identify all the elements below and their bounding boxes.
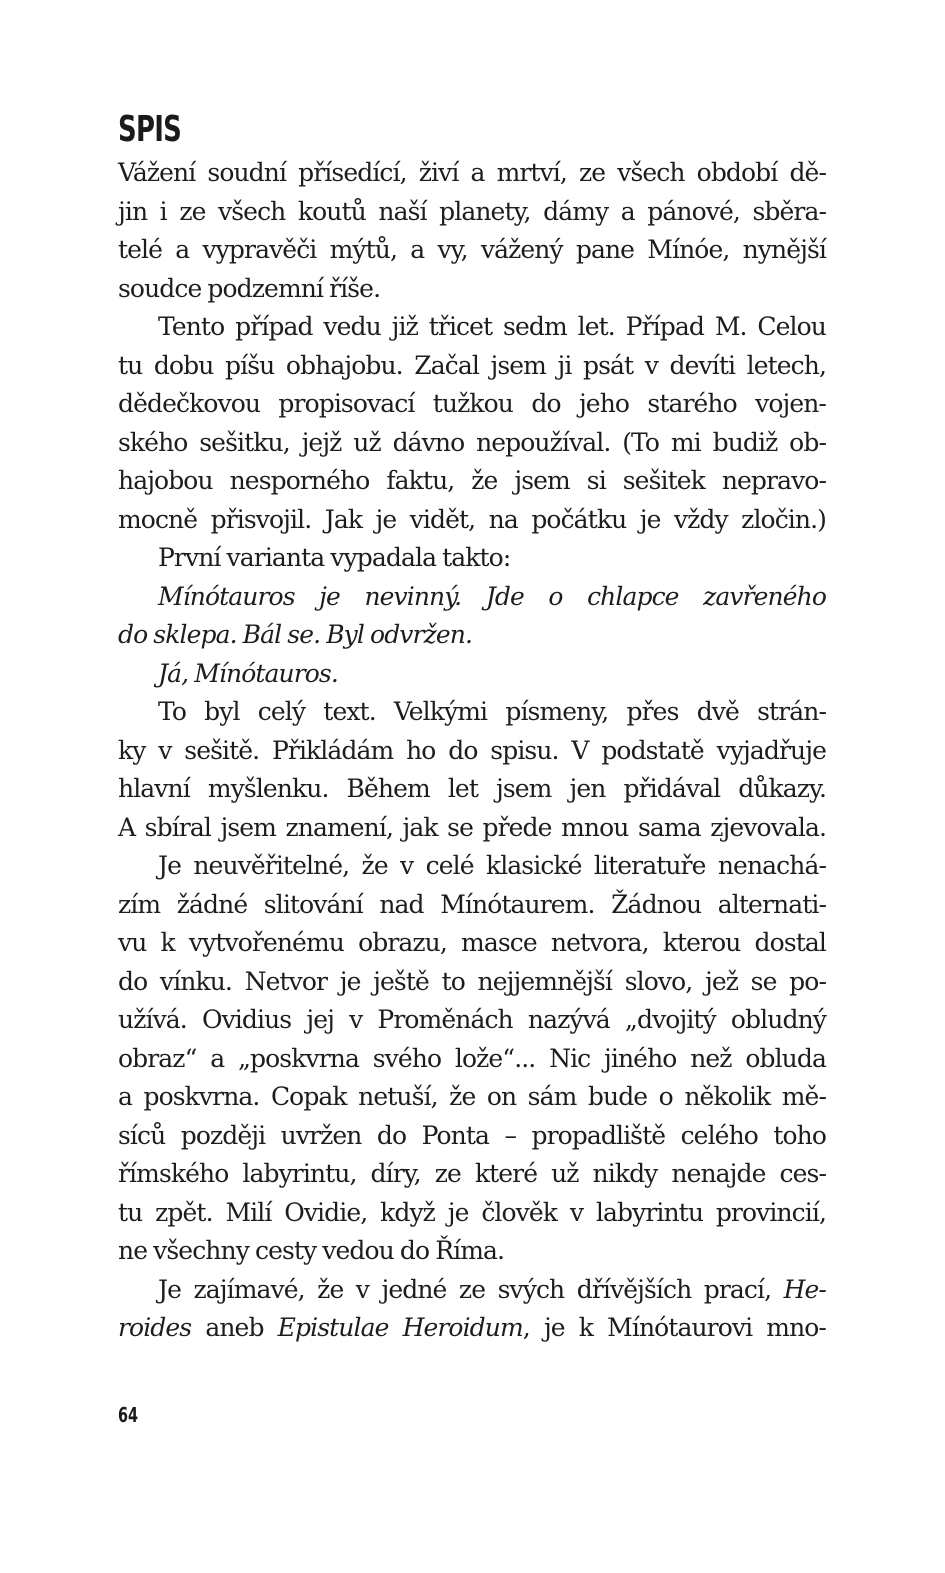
text-line: vu k vytvořenému obrazu, masce netvora, kterou dostal <box>118 928 826 957</box>
italic-title: roides <box>118 1313 192 1342</box>
text-line: hlavní myšlenku. Během let jsem jen přidával důkazy. <box>118 774 826 803</box>
text-line: Já, Mínótauros. <box>158 658 338 688</box>
text-line: Vážení soudní přísedící, živí a mrtví, ze všech období dě- <box>118 158 826 187</box>
text-line: Je neuvěřitelné, že v celé klasické literatuře nenachá- <box>158 851 826 880</box>
text-line: soudce podzemní říše. <box>118 273 381 303</box>
text-line: ky v sešitě. Přikládám ho do spisu. V podstatě vyjadřuje <box>118 735 826 765</box>
italic-title: He- <box>783 1274 826 1304</box>
text-run: aneb <box>191 1313 278 1342</box>
text-run: Je zajímavé, že v jedné ze svých dřívějších prací, <box>158 1274 784 1304</box>
text-run: , je k Mínótaurovi mno- <box>522 1313 826 1342</box>
chapter-heading: SPIS <box>118 109 182 150</box>
text-line: římského labyrintu, díry, ze které už nikdy nenajde ces- <box>118 1159 826 1188</box>
italic-title: Epistulae Heroidum <box>277 1313 523 1342</box>
text-line: síců později uvržen do Ponta – propadliště celého toho <box>118 1120 826 1150</box>
text-line: Tento případ vedu již třicet sedm let. Případ M. Celou <box>158 312 826 341</box>
text-line: telé a vypravěči mýtů, a vy, vážený pane Mínóe, nynější <box>118 235 826 264</box>
text-line: První varianta vypadala takto: <box>158 543 511 572</box>
text-line: hajobou nesporného faktu, že jsem si sešitek nepravo- <box>118 466 826 495</box>
text-line: zím žádné slitování nad Mínótaurem. Žádnou alternati- <box>118 889 826 919</box>
text-line: a poskvrna. Copak netuší, že on sám bude o několik mě- <box>118 1082 826 1111</box>
body-text <box>118 154 826 1348</box>
text-line: tu zpět. Milí Ovidie, když je člověk v labyrintu provincií, <box>118 1197 826 1227</box>
text-line: mocně přisvojil. Jak je vidět, na počátku je vždy zločin.) <box>118 504 826 534</box>
text-line: ne všechny cesty vedou do Říma. <box>118 1236 505 1265</box>
text-line <box>118 1309 826 1348</box>
text-line: užívá. Ovidius jej v Proměnách nazývá „dvojitý obludný <box>118 1005 826 1034</box>
text-line: obraz“ a „poskvrna svého lože“... Nic jiného než obluda <box>118 1043 826 1073</box>
text-line: tu dobu píšu obhajobu. Začal jsem ji psát v devíti letech, <box>118 350 826 380</box>
text-line: A sbíral jsem znamení, jak se přede mnou sama zjevovala. <box>118 812 826 842</box>
text-line: To byl celý text. Velkými písmeny, přes dvě strán- <box>158 697 826 726</box>
page-number: 64 <box>118 1403 139 1427</box>
text-line <box>118 1271 826 1310</box>
text-line: dědečkovou propisovací tužkou do jeho starého vojen- <box>118 389 826 418</box>
text-line: Mínótauros je nevinný. Jde o chlapce zavřeného <box>158 581 826 611</box>
text-line: do sklepa. Bál se. Byl odvržen. <box>118 620 472 649</box>
text-line: ského sešitku, jejž už dávno nepoužíval. (To mi budiž ob- <box>118 427 826 457</box>
text-line: do vínku. Netvor je ještě to nejjemnější slovo, jež se po- <box>118 966 826 996</box>
text-line: jin i ze všech koutů naší planety, dámy a pánové, sběra- <box>118 196 826 226</box>
